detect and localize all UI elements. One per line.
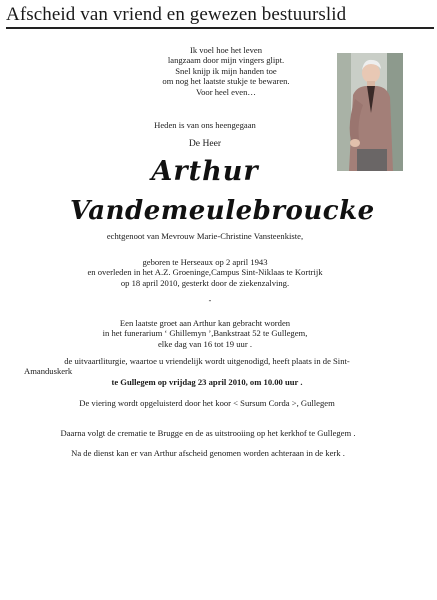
death-place-line: en overleden in het A.Z. Groeninge,Campus Sint-Niklaas te Kortrijk bbox=[87, 267, 323, 278]
visitation-line: elke dag van 16 tot 19 uur . bbox=[157, 338, 253, 349]
life-details bbox=[40, 257, 370, 288]
poem-line: Voor heel even… bbox=[196, 86, 256, 97]
spouse-line: echtgenoot van Mevrouw Marie-Christine Vansteenkiste, bbox=[106, 231, 304, 241]
poem-line: Snel knijp ik mijn handen toe bbox=[175, 65, 277, 76]
liturgy-info bbox=[22, 356, 392, 387]
liturgy-time: te Gullegem op vrijdag 23 april 2010, om 10.00 uur . bbox=[111, 376, 303, 387]
honorific: De Heer bbox=[188, 138, 222, 149]
first-name: Arthur bbox=[151, 156, 259, 187]
liturgy-line: de uitvaartliturgie, waartoe u vriendelijk wordt uitgenodigd, heeft plaats in de Sint- bbox=[64, 356, 350, 366]
choir-line: De viering wordt opgeluisterd door het koor < Sursum Corda >, Gullegem bbox=[79, 398, 335, 408]
cremation-line: Daarna volgt de crematie te Brugge en de as uitstrooiing op het kerkhof te Gullegem . bbox=[60, 428, 356, 438]
visitation-line: in het funerarium ‘ Ghillemyn ’,Bankstraat 52 te Gullegem, bbox=[102, 328, 308, 339]
death-date-line: op 18 april 2010, gesterkt door de ziekenzalving. bbox=[120, 277, 290, 288]
visitation-line: Een laatste groet aan Arthur kan gebracht worden bbox=[119, 318, 291, 328]
portrait-photo bbox=[337, 53, 403, 171]
visitation-info bbox=[40, 318, 370, 349]
intro-text: Heden is van ons heengegaan bbox=[154, 120, 256, 130]
poem-line: Ik voel hoe het leven bbox=[189, 45, 263, 55]
last-name: Vandemeulebroucke bbox=[70, 196, 375, 226]
farewell-line: Na de dienst kan er van Arthur afscheid genomen worden achteraan in de kerk . bbox=[71, 448, 345, 458]
birth-line: geboren te Herseaux op 2 april 1943 bbox=[142, 257, 268, 267]
poem bbox=[142, 45, 310, 97]
portrait-illustration bbox=[337, 53, 403, 171]
poem-line: om nog het laatste stukje te bewaren. bbox=[162, 76, 290, 87]
page-heading: Afscheid van vriend en gewezen bestuurslid bbox=[6, 4, 434, 29]
liturgy-line: Amanduskerk bbox=[24, 366, 73, 377]
poem-line: langzaam door mijn vingers glipt. bbox=[167, 55, 285, 66]
separator: - bbox=[208, 296, 212, 305]
